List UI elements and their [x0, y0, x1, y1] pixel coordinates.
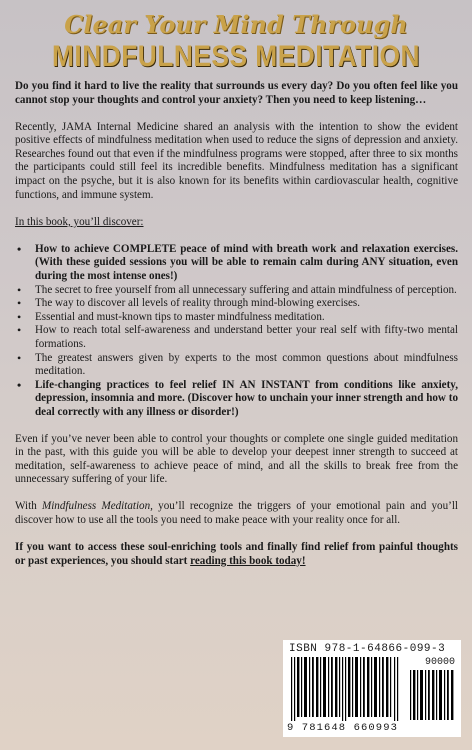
book-title-italic: Mindfulness Meditation,	[41, 500, 153, 513]
isbn-label: ISBN 978-1-64866-099-3	[289, 643, 446, 655]
cover-title-line2: MINDFULNESS MEDITATION	[51, 40, 421, 73]
text-span: With	[15, 500, 42, 513]
list-intro: In this book, you’ll discover:	[15, 215, 144, 228]
list-item: • Essential and must-known tips to master mindfulness meditation.	[35, 311, 458, 325]
intro-paragraph: Do you find it hard to live the reality that surrounds us every day? Do you often feel like you cannot stop your thoughts and control your anxiety? Then you need to keep listening…	[15, 80, 458, 106]
book-mention-paragraph	[15, 500, 458, 527]
text-span: you’ll recognize the triggers of your emotional pain and you’ll discover how to use all the tools you need to make peace with your reality once for all.	[15, 500, 458, 527]
isbn-barcode-box	[283, 640, 461, 737]
list-item: • The secret to free yourself from all unnecessary suffering and attain mindfulness of perception.	[35, 284, 458, 298]
description-text	[15, 80, 458, 582]
research-paragraph: Recently, JAMA Internal Medicine shared an analysis with the intention to show the evident positive effects of mindfulness meditation when used to reduce the signs of depression and anxiety. Researches found out that even if the mindfulness programs were stopped, after three to six months the participants could still feel its incredible benefits. Mindfulness meditation has a significant impact on the psyche, but it is also known for its benefits within cardiovascular health, cognitive functions, and immune system.	[15, 120, 458, 201]
call-to-action-paragraph	[15, 541, 458, 568]
list-item: • The way to discover all levels of reality through mind-blowing exercises.	[35, 297, 458, 311]
list-item: • The greatest answers given by experts to the most common questions about mindfulness meditation.	[35, 352, 458, 379]
list-item: • How to reach total self-awareness and understand better your real self with fifty-two mental formations.	[35, 324, 458, 351]
guide-paragraph: Even if you’ve never been able to control your thoughts or complete one single guided meditation in the past, with this guide you will be able to develop your deepest inner strength to succeed at meditation, self-awareness to achieve peace of mind, and all the skills to break free from the unnecessary suffering of your life.	[15, 432, 458, 486]
price-code: 90000	[424, 657, 455, 668]
list-item: • Life-changing practices to feel relief IN AN INSTANT from conditions like anxiety, depression, insomnia and more. (Discover how to unchain your inner strength and how to deal correctly with any illness or disorder!)	[35, 379, 458, 420]
list-item: • How to achieve COMPLETE peace of mind with breath work and relaxation exercises. (With these guided sessions you will be able to remain calm during ANY situation, even during the most intense ones!)	[35, 243, 458, 284]
call-to-action-underlined: reading this book today!	[190, 554, 306, 567]
discover-list	[15, 243, 458, 420]
text-span: If you want to access these soul-enriching tools and finally find relief from painful thoughts or past experiences, you should start	[15, 541, 458, 567]
barcode-icon	[289, 657, 401, 721]
barcode-number: 9 781648 660993	[287, 722, 399, 734]
cover-title-line1: Clear Your Mind Through	[64, 10, 408, 39]
price-barcode-icon	[409, 670, 455, 720]
